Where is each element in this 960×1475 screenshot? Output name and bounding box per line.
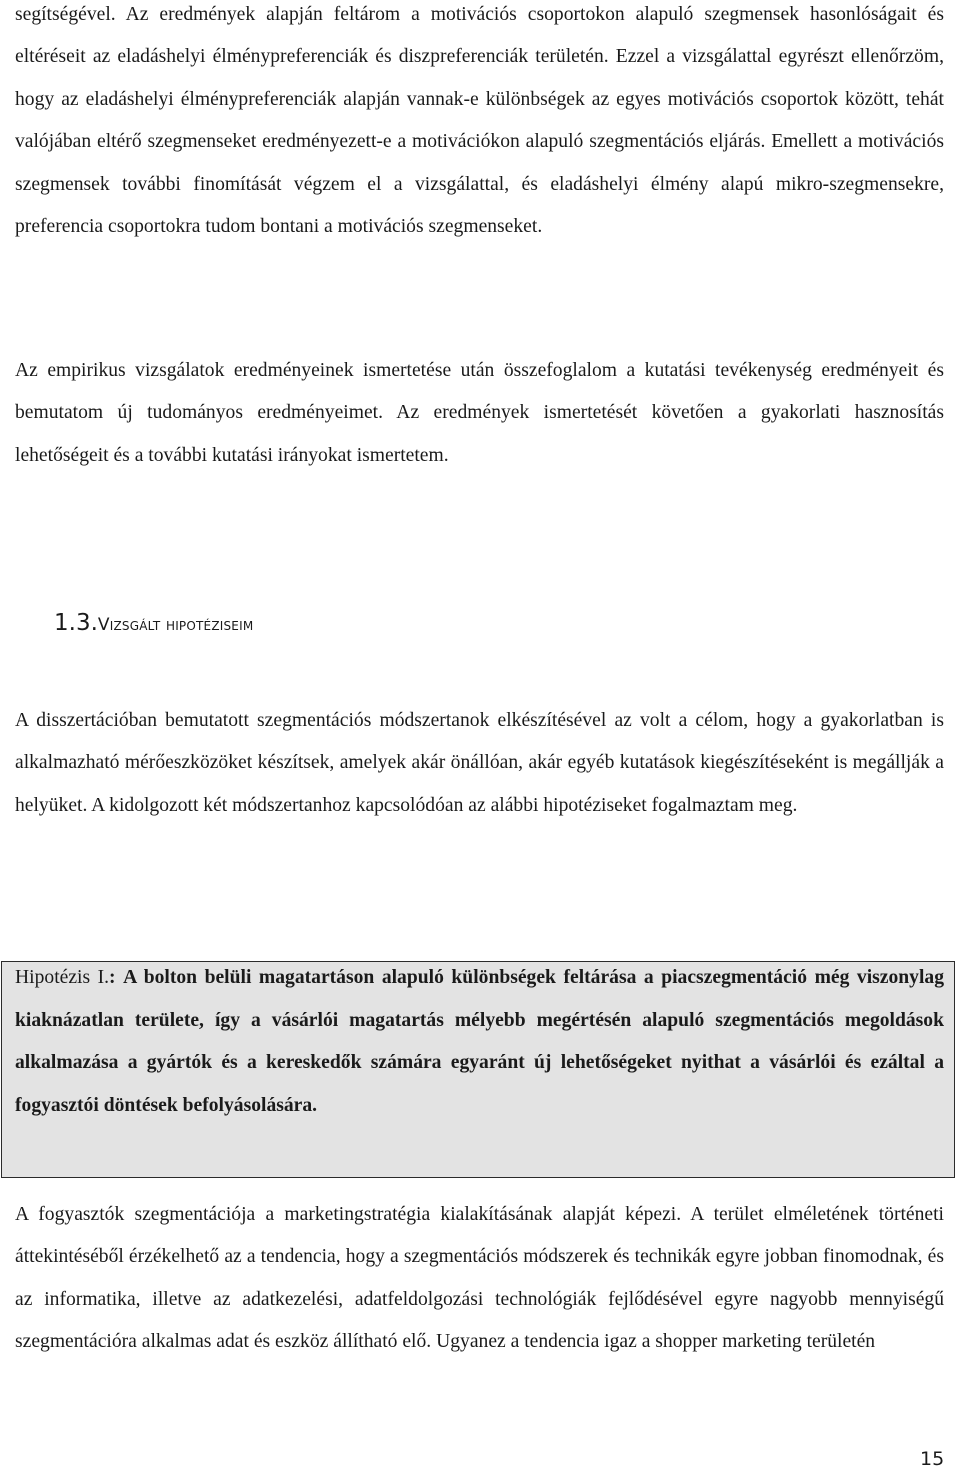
hypothesis-statement (15, 957, 944, 1127)
hypothesis-colon: : (109, 967, 116, 988)
hypothesis-text: A bolton belüli magatartáson alapuló különbségek feltárása a piacszegmentáció még viszonylag kiaknázatlan területe, így a vásárlói magatartás mélyebb megértésén alapuló szegmentációs megoldások alkalmazása a gyártók és a kereskedők számára egyaránt új lehetőségeket nyithat a vásárlói és ezáltal a fogyasztói döntések befolyásolására. (15, 967, 944, 1116)
body-paragraph: A fogyasztók szegmentációja a marketingstratégia kialakításának alapját képezi. A terület elméletének történeti áttekintéséből érzékelhető az a tendencia, hogy a szegmentációs módszerek és technikák egyre jobban finomodnak, és az informatika, illetve az adatkezelési, adatfeldolgozási technológiák fejlődésével egyre nagyobb mennyiségű szegmentációra alkalmas adat és eszköz állítható elő. Ugyanez a tendencia igaz a shopper marketing területén (15, 1204, 944, 1353)
page-number: 15 (920, 1448, 945, 1470)
section-title: Vizsgált hipotéziseim (97, 615, 254, 635)
body-paragraph: segítségével. Az eredmények alapján feltárom a motivációs csoportokon alapuló szegmensek hasonlóságait és eltéréseit az eladáshelyi élménypreferenciák és diszpreferenciák területén. Ezzel a vizsgálattal egyrészt ellenőrzöm, hogy az eladáshelyi élménypreferenciák alapján vannak-e különbségek az egyes motivációs csoportok között, tehát valójában eltérő szegmenseket eredményezett-e a motivációkon alapuló szegmentációs eljárás. Emellett a motivációs szegmensek további finomítását végzem el a vizsgálattal, és eladáshelyi élmény alapú mikro-szegmensekre, preferencia csoportokra tudom bontani a motivációs szegmenseket. (15, 4, 944, 238)
section-heading (54, 610, 253, 636)
hypothesis-label: Hipotézis I. (15, 967, 110, 988)
section-number: 1.3. (54, 610, 98, 636)
body-paragraph: Az empirikus vizsgálatok eredményeinek ismertetése után összefoglalom a kutatási tevékenység eredményeit és bemutatom új tudományos eredményeimet. Az eredmények ismertetését követően a gyakorlati hasznosítás lehetőségeit és a további kutatási irányokat ismertetem. (15, 360, 944, 466)
body-paragraph: A disszertációban bemutatott szegmentációs módszertanok elkészítésével az volt a célom, hogy a gyakorlatban is alkalmazható mérőeszközöket készítsek, amelyek akár önállóan, akár egyéb kutatások kiegészítéseként is megállják a helyüket. A kidolgozott két módszertanhoz kapcsolódóan az alábbi hipotéziseket fogalmaztam meg. (15, 710, 944, 816)
